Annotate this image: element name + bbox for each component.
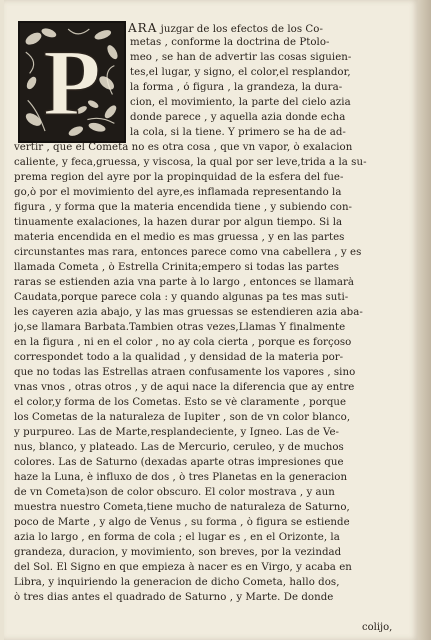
text-line-7: donde parece , y aquella azia donde echa bbox=[130, 112, 346, 123]
text-line-6: cion, el movimiento, la parte del cielo azia bbox=[130, 97, 351, 108]
text-line-19: Caudata,porque parece cola : y quando algunas pa tes mas suti- bbox=[14, 292, 349, 303]
text-line-39: ò tres dias antes el quadrado de Saturno , y Marte. De donde bbox=[14, 592, 334, 603]
text-line-27: los Cometas de la naturaleza de Iupiter , son de vn color blanco, bbox=[14, 412, 351, 423]
text-line-37: del Sol. El Signo en que empieza à nacer es en Virgo, y acaba en bbox=[14, 562, 352, 573]
text-line-2: metas , conforme la doctrina de Ptolo- bbox=[130, 37, 330, 48]
text-line-13: figura , y forma que la materia encendida tiene , y subiendo con- bbox=[14, 202, 353, 213]
page-edge bbox=[418, 0, 431, 640]
text-line-1 bbox=[128, 22, 410, 36]
text-line-25: vnas vnos , otras otros , y de aqui nace la diferencia que ay entre bbox=[14, 382, 355, 393]
text-line-22: en la figura , ni en el color , no ay cola cierta , porque es forçoso bbox=[14, 337, 352, 348]
text-line-32: de vn Cometa)son de color obscuro. El color mostrava , y aun bbox=[14, 487, 335, 498]
initial-letter: P bbox=[43, 31, 101, 136]
text-line-31: haze la Luna, è influxo de dos , ò tres Planetas en la generacion bbox=[14, 472, 348, 483]
text-line-33: muestra nuestro Cometa,tiene mucho de naturaleza de Saturno, bbox=[14, 502, 350, 513]
text-line-36: grandeza, duracion, y movimiento, son breves, por la vezindad bbox=[14, 547, 342, 558]
text-line-30: colores. Las de Saturno (dexadas aparte otras impresiones que bbox=[14, 457, 344, 468]
text-line-29: nus, blanco, y plateado. Las de Mercurio, ceruleo, y de muchos bbox=[14, 442, 344, 453]
text-line-3: meo , se han de advertir las cosas siguien- bbox=[130, 52, 352, 63]
decorated-initial-p bbox=[18, 21, 126, 143]
text-line-35: azia lo largo , en forma de cola ; el lugar es , en el Orizonte, la bbox=[14, 532, 340, 543]
text-line-8: la cola, si la tiene. Y primero se ha de ad- bbox=[130, 127, 346, 138]
text-line-14: tinuamente exalaciones, la hazen durar por algun tiempo. Si la bbox=[14, 217, 343, 228]
text-line-20: les cayeren azia abajo, y las mas gruessas se estendieren azia aba- bbox=[14, 307, 363, 318]
text-line-34: poco de Marte , y algo de Venus , su forma , ò figura se estiende bbox=[14, 517, 350, 528]
text-line-23: correspondet todo a la qualidad , y densidad de la materia por- bbox=[14, 352, 344, 363]
text-line-10: caliente, y feca,gruessa, y viscosa, la qual por ser leve,trida a la su- bbox=[14, 157, 367, 168]
catchword: colijo, bbox=[362, 622, 393, 633]
first-line-cap: ARA bbox=[128, 22, 158, 35]
text-line-12: go,ò por el movimiento del ayre,es inflamada representando la bbox=[14, 187, 342, 198]
text-line-38: Libra, y inquiriendo la generacion de dicho Cometa, hallo dos, bbox=[14, 577, 340, 588]
text-line-4: tes,el lugar, y signo, el color,el resplandor, bbox=[130, 67, 351, 78]
text-line-5: la forma , ó figura , la grandeza, la dura- bbox=[130, 82, 343, 93]
text-line-21: jo,se llamara Barbata.Tambien otras vezes,Llamas Y finalmente bbox=[14, 322, 346, 333]
first-line-rest: juzgar de los efectos de los Co- bbox=[157, 24, 323, 35]
text-line-11: prema region del ayre por la propinquidad de la esfera del fue- bbox=[14, 172, 344, 183]
text-line-15: materia encendida en el medio es mas gruessa , y en las partes bbox=[14, 232, 345, 243]
text-line-18: raras se estienden azia vna parte à lo largo , entonces se llamarà bbox=[14, 277, 355, 288]
ornament-initial-graphic bbox=[20, 23, 124, 141]
text-line-24: que no todas las Estrellas atraen confusamente los vapores , sino bbox=[14, 367, 356, 378]
text-line-28: y purpureo. Las de Marte,resplandeciente, y Igneo. Las de Ve- bbox=[14, 427, 340, 438]
text-line-17: llamada Cometa , ò Estrella Crinita;empero si todas las partes bbox=[14, 262, 340, 273]
text-line-26: el color,y forma de los Cometas. Esto se vè claramente , porque bbox=[14, 397, 347, 408]
text-line-16: circunstantes mas rara, entonces parece como vna cabellera , y es bbox=[14, 247, 362, 258]
text-line-9: vertir , que el Cometa no es otra cosa , que vn vapor, ò exalacion bbox=[14, 142, 353, 153]
